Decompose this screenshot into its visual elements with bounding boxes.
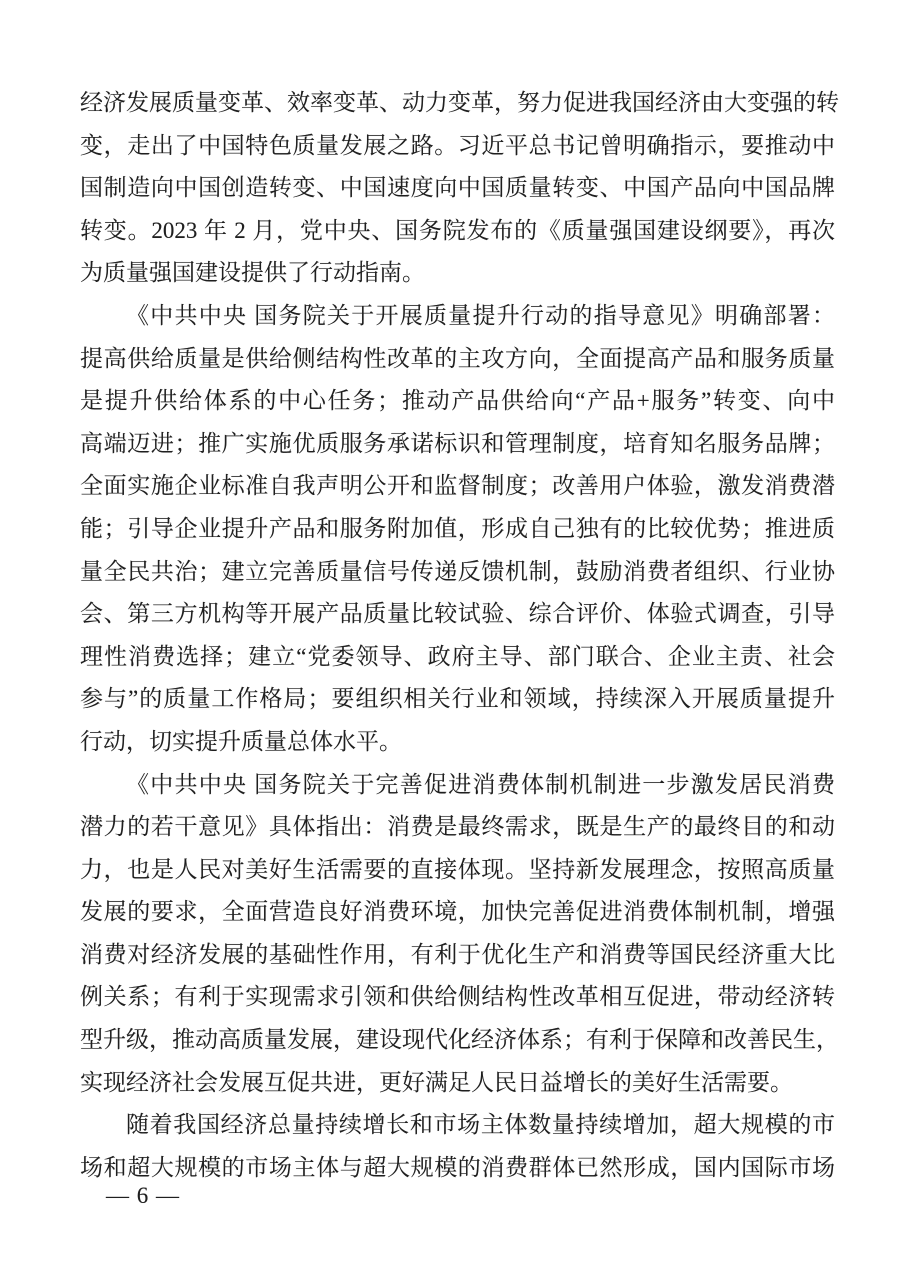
text-line: 随着我国经济总量持续增长和市场主体数量持续增加，超大规模的市 [126,1112,835,1138]
text-line: 例关系；有利于实现需求引领和供给侧结构性改革相互促进，带动经济转 [80,984,835,1010]
text-line: 量全民共治；建立完善质量信号传递反馈机制，鼓励消费者组织、行业协 [80,558,835,584]
text-line: 全面实施企业标准自我声明公开和监督制度；改善用户体验，激发消费潜 [80,473,835,499]
text-line: 场和超大规模的市场主体与超大规模的消费群体已然形成，国内国际市场 [80,1154,835,1180]
text-line: 消费对经济发展的基础性作用，有利于优化生产和消费等国民经济重大比 [80,941,835,967]
text-line: 型升级，推动高质量发展，建设现代化经济体系；有利于保障和改善民生， [80,1027,839,1053]
text-line: 力，也是人民对美好生活需要的直接体现。坚持新发展理念，按照高质量 [80,856,835,882]
text-line: 《中共中央 国务院关于开展质量提升行动的指导意见》明确部署： [126,302,835,328]
text-line: 参与”的质量工作格局；要组织相关行业和领域，持续深入开展质量提升 [80,686,835,712]
text-line: 提高供给质量是供给侧结构性改革的主攻方向，全面提高产品和服务质量 [80,345,835,371]
text-line: 发展的要求，全面营造良好消费环境，加快完善促进消费体制机制，增强 [80,899,835,925]
text-line: 行动，切实提升质量总体水平。 [80,728,402,754]
text-line: 理性消费选择；建立“党委领导、政府主导、部门联合、企业主责、社会 [80,643,835,669]
document-text [80,82,839,1189]
paragraph [80,764,839,1105]
text-line: 经济发展质量变革、效率变革、动力变革，努力促进我国经济由大变强的转 [80,90,839,115]
paragraph [80,295,835,764]
page-number: — 6 — [106,1183,180,1208]
paragraph [80,1104,835,1189]
text-line: 《中共中央 国务院关于完善促进消费体制机制进一步激发居民消费 [126,771,835,797]
text-line: 国制造向中国创造转变、中国速度向中国质量转变、中国产品向中国品牌 [80,175,835,201]
text-line: 实现经济社会发展互促共进，更好满足人民日益增长的美好生活需要。 [80,1069,793,1095]
text-line: 高端迈进；推广实施优质服务承诺标识和管理制度，培育知名服务品牌； [80,430,835,456]
text-line: 是提升供给体系的中心任务；推动产品供给向“产品+服务”转变、向中 [80,388,835,414]
paragraph [80,82,839,295]
text-line: 变，走出了中国特色质量发展之路。习近平总书记曾明确指示，要推动中 [80,132,835,158]
text-line: 为质量强国建设提供了行动指南。 [80,260,425,286]
text-line: 会、第三方机构等开展产品质量比较试验、综合评价、体验式调查，引导 [80,601,835,627]
text-line: 转变。2023 年 2 月，党中央、国务院发布的《质量强国建设纲要》，再次 [80,217,835,243]
text-line: 能；引导企业提升产品和服务附加值，形成自己独有的比较优势；推进质 [80,515,835,541]
text-line: 潜力的若干意见》具体指出：消费是最终需求，既是生产的最终目的和动 [80,814,835,840]
